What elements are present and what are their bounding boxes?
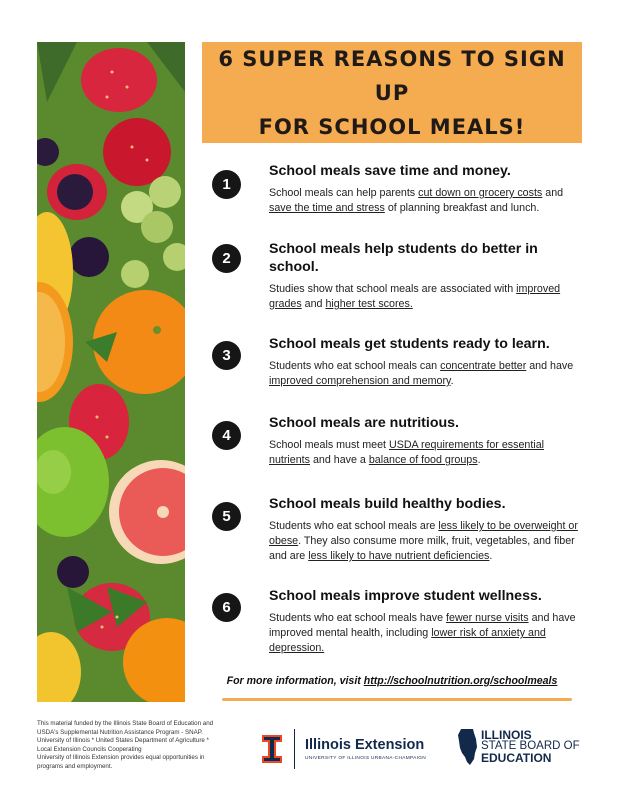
reason-title: School meals build healthy bodies. [269, 496, 506, 512]
more-info-line: For more information, visit http://schoolnutrition.org/schoolmeals [226, 675, 558, 687]
isbe-line-1: ILLINOIS [481, 727, 532, 742]
block-i-icon [262, 735, 282, 763]
reason-body: Students who eat school meals can concentrate better and have improved comprehension and memory. [269, 360, 574, 387]
logo-divider [294, 729, 295, 769]
title-line-2: FOR SCHOOL MEALS! [258, 114, 526, 139]
illinois-extension-logo [262, 727, 426, 771]
isbe-logo [458, 727, 580, 767]
underlined-phrase: USDA requirements for essential nutrients [269, 439, 545, 466]
illinois-state-icon [458, 729, 478, 765]
isbe-line-2: STATE BOARD OF [481, 740, 580, 753]
isbe-line-3: EDUCATION [481, 750, 552, 765]
underlined-phrase: higher test scores. [325, 298, 413, 310]
reason-body: School meals must meet USDA requirements for essential nutrients and have a balance of food groups. [269, 439, 545, 466]
extension-subtitle: UNIVERSITY OF ILLINOIS URBANA-CHAMPAIGN [305, 756, 427, 761]
number-badge: 5 [212, 502, 241, 531]
reason-body: School meals can help parents cut down on grocery costs and save the time and stress of planning breakfast and lunch. [269, 187, 564, 214]
reason-title: School meals are nutritious. [269, 415, 460, 431]
extension-name: Illinois Extension [305, 737, 425, 753]
reason-title: School meals save time and money. [269, 163, 511, 179]
underlined-phrase: concentrate better [440, 360, 527, 372]
funding-note: This material funded by the Illinois State Board of Education and USDA's Supplemental Nutrition Assistance Program - SNAP. University of Illinois * United States Department of Agriculture * Local Extension Councils Cooperating University of Illinois Extension provides equal opportunities in programs and employment. [37, 720, 214, 770]
reason-body: Students who eat school meals have fewer nurse visits and have improved mental health, including lower risk of anxiety and depression. [269, 612, 576, 654]
more-info-link[interactable]: http://schoolnutrition.org/schoolmeals [363, 675, 558, 687]
underlined-phrase: less likely to be overweight or obese [269, 520, 578, 547]
number-badge: 3 [212, 341, 241, 370]
number-badge: 4 [212, 421, 241, 450]
fruit-photo [37, 42, 185, 702]
underlined-phrase: lower risk of anxiety and depression. [269, 627, 546, 654]
underlined-phrase: fewer nurse visits [446, 612, 529, 624]
number-badge: 1 [212, 170, 241, 199]
title-banner [202, 42, 582, 143]
underlined-phrase: cut down on grocery costs [418, 187, 543, 199]
reason-title: School meals help students do better in school. [269, 241, 538, 275]
reason-title: School meals get students ready to learn. [269, 336, 550, 352]
underlined-phrase: improved grades [269, 283, 561, 310]
title-line-1: 6 SUPER REASONS TO SIGN UP [218, 46, 566, 105]
underlined-phrase: improved comprehension and memory [269, 375, 451, 387]
reason-body: Students who eat school meals are less likely to be overweight or obese. They also consume more milk, fruit, vegetables, and fiber and are less likely to have nutrient deficiencies. [269, 520, 578, 562]
underlined-phrase: balance of food groups [368, 454, 478, 466]
reason-body: Studies show that school meals are associated with improved grades and higher test scores. [269, 283, 561, 310]
orange-divider [222, 698, 572, 701]
number-badge: 2 [212, 244, 241, 273]
number-badge: 6 [212, 593, 241, 622]
underlined-phrase: save the time and stress [269, 202, 385, 214]
underlined-phrase: less likely to have nutrient deficiencies [308, 550, 490, 562]
reason-title: School meals improve student wellness. [269, 588, 542, 604]
